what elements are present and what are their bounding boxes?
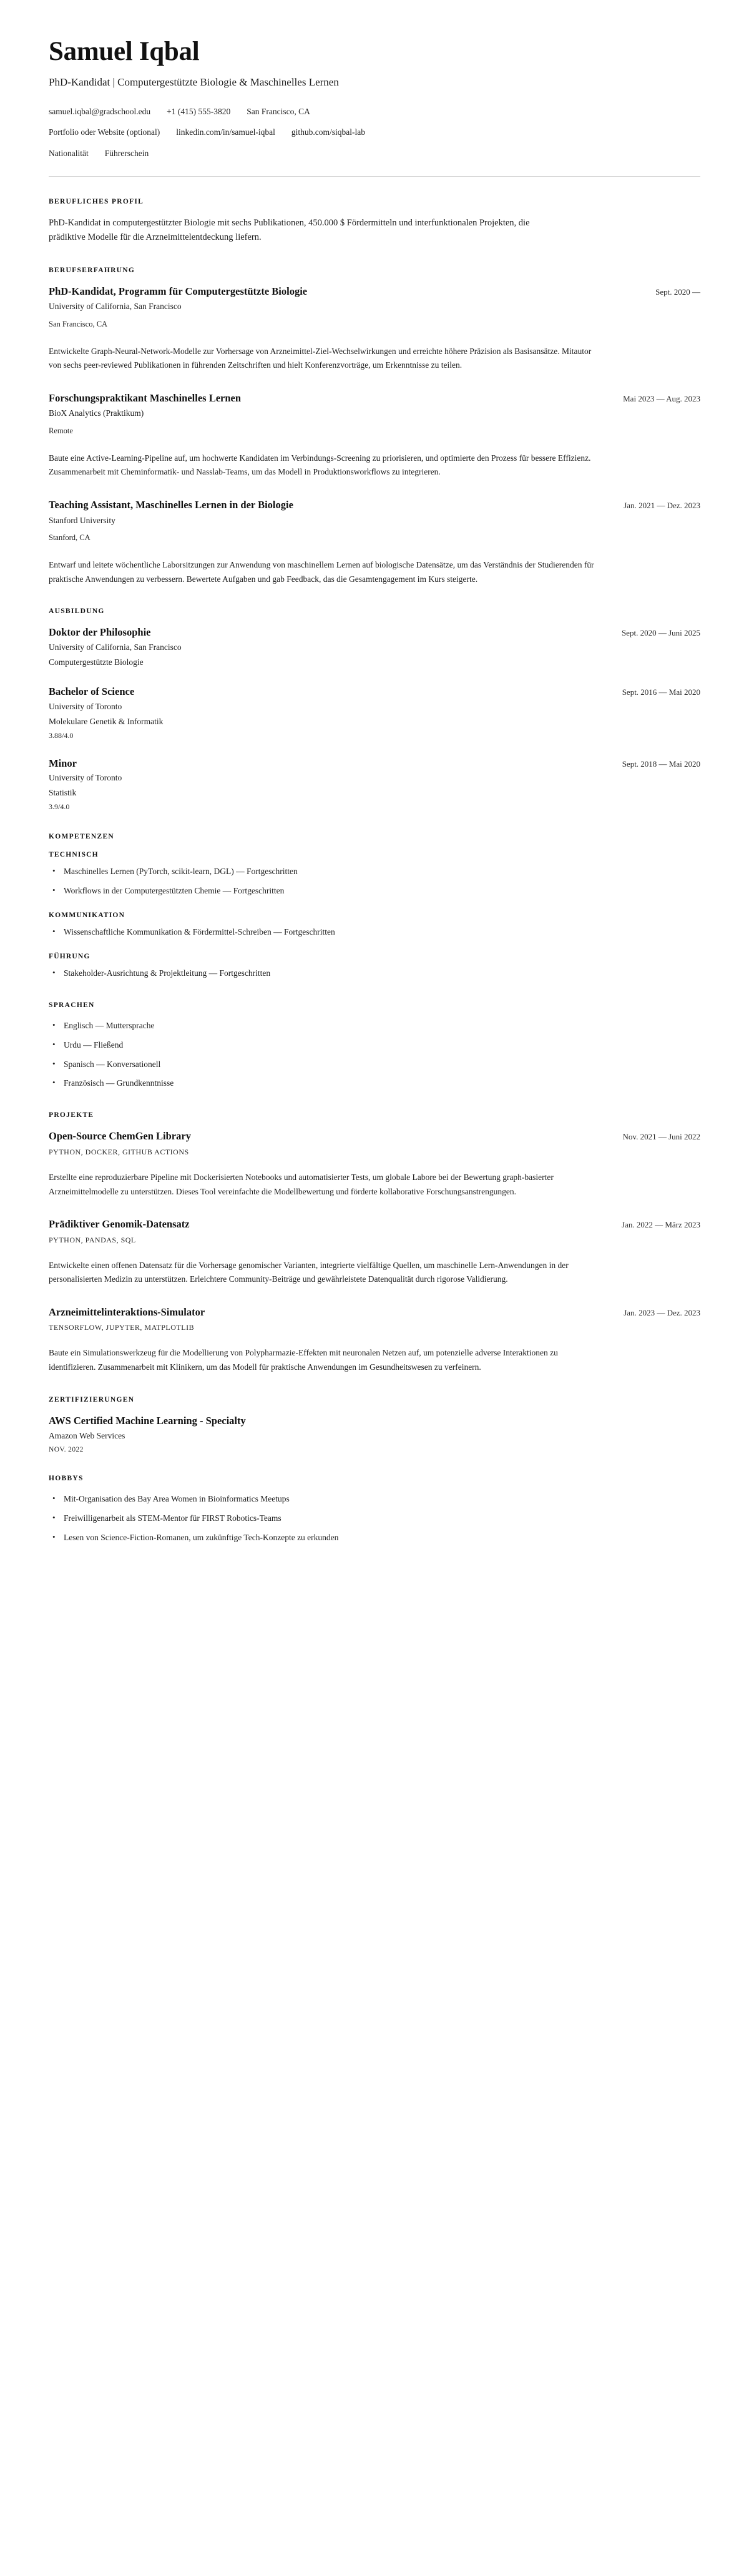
education-entry-head: [49, 757, 700, 770]
experience-role: Forschungspraktikant Maschinelles Lernen: [49, 392, 242, 405]
experience-entry: [49, 391, 700, 479]
project-entry-head: [49, 1305, 700, 1319]
language-item: • Französisch — Grundkenntnisse: [49, 1077, 700, 1090]
skill-item: • Wissenschaftliche Kommunikation & Fördermittel-Schreiben — Fortgeschritten: [49, 926, 700, 939]
section-certifications: [49, 1396, 700, 1454]
contact-email[interactable]: samuel.iqbal@gradschool.edu: [49, 107, 151, 117]
experience-description: Baute eine Active-Learning-Pipeline auf, um hochwerte Kandidaten im Verbindungs-Screening zu priorisieren, und optimierte den Prozess für bessere Effizienz. Zusammenarbeit mit Cheminformatik- und Nasslab-Teams, um das Modell in Produktionsworkflows zu integrieren.: [49, 453, 591, 477]
contact-location: San Francisco, CA: [247, 107, 310, 117]
project-description: Erstellte eine reproduzierbare Pipeline mit Dockerisierten Notebooks und automatisierter Tests, um globale Labore bei der Bewertung graph-basierter Arzneimittelmodelle zu unterstützen. Dieses Tool vereinfachte die Modellbewertung und förderte kollaborative Forschungsanstrengungen.: [49, 1172, 554, 1196]
education-field: Molekulare Genetik & Informatik: [49, 716, 164, 726]
hobby-item: • Freiwilligenarbeit als STEM-Mentor für FIRST Robotics-Teams: [49, 1512, 700, 1525]
candidate-headline: PhD-Kandidat | Computergestützte Biologie & Maschinelles Lernen: [49, 76, 339, 89]
contact-row-links: [49, 126, 700, 139]
section-title-education: AUSBILDUNG: [49, 607, 105, 616]
education-school: University of Toronto: [49, 701, 122, 711]
section-title-languages: SPRACHEN: [49, 1001, 95, 1009]
skills-list-technical: [49, 865, 700, 898]
contact-linkedin[interactable]: linkedin.com/in/samuel-iqbal: [176, 127, 275, 137]
education-entry: [49, 757, 700, 812]
experience-location: Stanford, CA: [49, 533, 91, 543]
experience-location: Remote: [49, 426, 73, 436]
section-title-summary: BERUFLICHES PROFIL: [49, 197, 144, 205]
project-description: Entwickelte einen offenen Datensatz für die Vorhersage genomischer Varianten, integrierte vielfältige Quellen, um maschinelle Lern-Anwendungen in der personalisierten Medizin zu unterstützen. Erleichtere Community-Beiträge und gewährleistete Datenqualität durch rigorose Validierung.: [49, 1260, 569, 1284]
project-name: Open-Source ChemGen Library: [49, 1130, 191, 1143]
experience-entry-head: [49, 498, 700, 511]
language-item: • Urdu — Fließend: [49, 1039, 700, 1052]
skill-item: • Stakeholder-Ausrichtung & Projektleitung — Fortgeschritten: [49, 967, 700, 980]
project-entry: [49, 1129, 700, 1199]
project-date: Jan. 2023 — Dez. 2023: [624, 1307, 700, 1317]
experience-date: Sept. 2020 —: [655, 287, 700, 297]
skills-group-title-technical: TECHNISCH: [49, 851, 99, 859]
language-item: • Englisch — Muttersprache: [49, 1020, 700, 1033]
skills-group-title-communication: KOMMUNIKATION: [49, 911, 125, 919]
contact-portfolio[interactable]: Portfolio oder Website (optional): [49, 127, 160, 137]
contact-github[interactable]: github.com/siqbal-lab: [291, 127, 365, 137]
section-title-skills: KOMPETENZEN: [49, 833, 115, 841]
hobbies-list: [49, 1493, 700, 1545]
experience-date: Mai 2023 — Aug. 2023: [623, 394, 700, 404]
skills-list-leadership: [49, 967, 700, 980]
section-title-projects: PROJEKTE: [49, 1111, 94, 1119]
project-description: Baute ein Simulationswerkzeug für die Modellierung von Polypharmazie-Effekten mit neuronalen Netzen auf, um potenzielle adverse Interaktionen zu identifizieren. Zusammenarbeit mit Klinikern, um das Modell für praktische Anwendungen im Gesundheitswesen zu verfeinern.: [49, 1348, 558, 1372]
certification-issuer: Amazon Web Services: [49, 1431, 125, 1441]
education-entry: [49, 685, 700, 740]
resume-header: [49, 37, 700, 177]
project-entry: [49, 1217, 700, 1287]
section-title-hobbies: HOBBYS: [49, 1475, 84, 1483]
language-item: • Spanisch — Konversationell: [49, 1058, 700, 1071]
section-education: [49, 607, 700, 812]
experience-location: San Francisco, CA: [49, 320, 108, 329]
education-field: Computergestützte Biologie: [49, 657, 144, 667]
education-degree: Bachelor of Science: [49, 686, 135, 698]
skills-group-title-leadership: FÜHRUNG: [49, 952, 91, 960]
contact-nationality: Nationalität: [49, 148, 89, 158]
experience-entry: [49, 498, 700, 586]
section-hobbies: [49, 1475, 700, 1545]
certification-name: AWS Certified Machine Learning - Specialty: [49, 1414, 246, 1427]
education-entry-head: [49, 626, 700, 639]
experience-role: PhD-Kandidat, Programm für Computergestützte Biologie: [49, 285, 308, 297]
contact-row-primary: [49, 106, 700, 118]
experience-org: BioX Analytics (Praktikum): [49, 408, 144, 418]
education-gpa: 3.88/4.0: [49, 730, 74, 740]
candidate-name: Samuel Iqbal: [49, 37, 200, 66]
experience-org: Stanford University: [49, 515, 115, 525]
experience-entry-head: [49, 391, 700, 405]
experience-description: Entwarf und leitete wöchentliche Laborsitzungen zur Anwendung von maschinellem Lernen auf biologische Datensätze, um das Verständnis der Studierenden für praktische Anwendungen zu verbessern. Bewertete Aufgaben und gab Feedback, das die Gesamtengagement im Kurs steigerte.: [49, 559, 594, 584]
section-languages: [49, 1001, 700, 1091]
certification-entry: [49, 1414, 700, 1454]
project-name: Arzneimittelinteraktions-Simulator: [49, 1305, 205, 1318]
hobby-item: • Lesen von Science-Fiction-Romanen, um zukünftige Tech-Konzepte zu erkunden: [49, 1531, 700, 1545]
experience-org: University of California, San Francisco: [49, 302, 182, 312]
education-degree: Minor: [49, 757, 77, 769]
header-divider: [49, 176, 700, 177]
skill-item: • Maschinelles Lernen (PyTorch, scikit-learn, DGL) — Fortgeschritten: [49, 865, 700, 878]
contact-drivers-license: Führerschein: [104, 148, 149, 158]
education-school: University of Toronto: [49, 773, 122, 783]
hobby-item: • Mit-Organisation des Bay Area Women in Bioinformatics Meetups: [49, 1493, 700, 1506]
experience-description: Entwickelte Graph-Neural-Network-Modelle zur Vorhersage von Arzneimittel-Ziel-Wechselwirkungen und erreichte höhere Präzision als Basisansätze. Mitautor von sechs peer-reviewed Publikationen in führenden Zeitschriften und hielt Konferenzvorträge, um Erkenntnisse zu teilen.: [49, 346, 592, 370]
experience-date: Jan. 2021 — Dez. 2023: [624, 501, 700, 511]
project-date: Nov. 2021 — Juni 2022: [622, 1132, 700, 1142]
project-entry-head: [49, 1129, 700, 1143]
education-entry-head: [49, 685, 700, 698]
contact-row-extra: [49, 147, 700, 160]
education-entry: [49, 626, 700, 669]
languages-list: [49, 1020, 700, 1091]
section-summary: [49, 198, 700, 245]
education-gpa: 3.9/4.0: [49, 802, 70, 812]
experience-role: Teaching Assistant, Maschinelles Lernen in der Biologie: [49, 499, 293, 511]
section-projects: [49, 1111, 700, 1374]
education-date: Sept. 2018 — Mai 2020: [622, 759, 700, 769]
experience-entry: [49, 285, 700, 373]
education-field: Statistik: [49, 788, 77, 798]
education-school: University of California, San Francisco: [49, 642, 182, 652]
skill-item: • Workflows in der Computergestützten Chemie — Fortgeschritten: [49, 885, 700, 898]
project-tech-stack: TENSORFLOW, JUPYTER, MATPLOTLIB: [49, 1323, 195, 1332]
certification-date: NOV. 2022: [49, 1446, 84, 1454]
section-skills: [49, 833, 700, 980]
section-experience: [49, 267, 700, 586]
education-date: Sept. 2020 — Juni 2025: [621, 628, 700, 638]
project-entry: [49, 1305, 700, 1375]
contact-phone[interactable]: +1 (415) 555-3820: [167, 107, 231, 117]
project-date: Jan. 2022 — März 2023: [621, 1220, 700, 1230]
project-tech-stack: PYTHON, DOCKER, GITHUB ACTIONS: [49, 1147, 189, 1156]
education-degree: Doktor der Philosophie: [49, 626, 151, 639]
education-date: Sept. 2016 — Mai 2020: [622, 687, 700, 697]
project-entry-head: [49, 1217, 700, 1231]
skills-list-communication: [49, 926, 700, 939]
summary-text: PhD-Kandidat in computergestützter Biologie mit sechs Publikationen, 450.000 $ Fördermitteln und interfunktionalen Projekten, die prädiktive Modelle für die Arzneimittelentdeckung liefern.: [49, 217, 530, 243]
section-title-experience: BERUFSERFAHRUNG: [49, 266, 135, 274]
experience-entry-head: [49, 285, 700, 298]
project-name: Prädiktiver Genomik-Datensatz: [49, 1218, 190, 1231]
section-title-certifications: ZERTIFIZIERUNGEN: [49, 1395, 135, 1404]
project-tech-stack: PYTHON, PANDAS, SQL: [49, 1235, 136, 1244]
